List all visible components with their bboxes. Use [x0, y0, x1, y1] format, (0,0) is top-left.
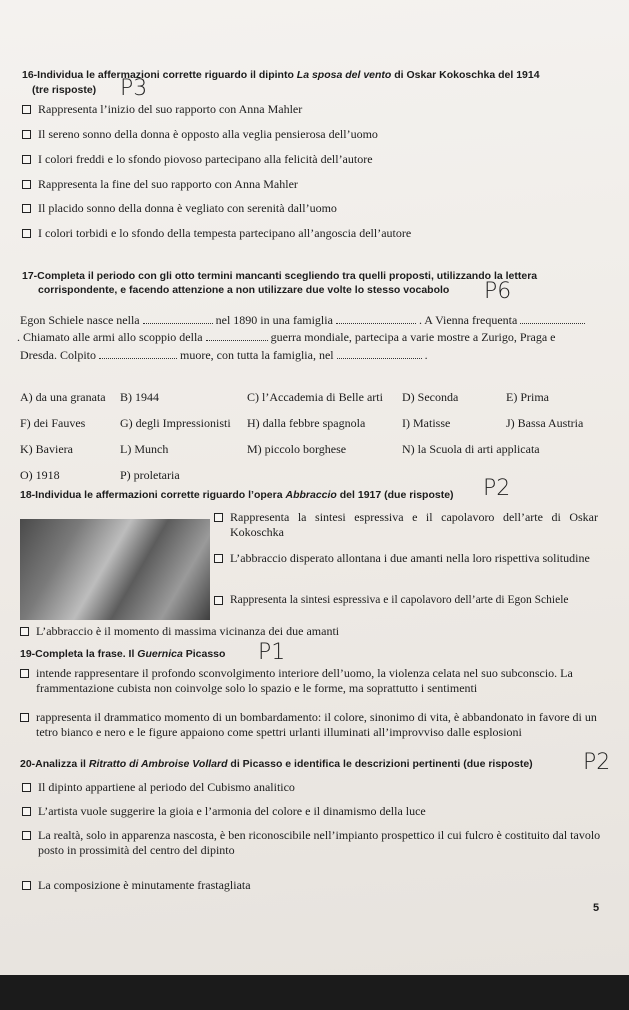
q16-option[interactable] [22, 201, 337, 215]
choice-item: M) piccolo borghese [247, 442, 347, 456]
blank-field[interactable] [337, 349, 422, 359]
q19-title-work: Guernica [137, 648, 183, 660]
checkbox-icon[interactable] [22, 783, 31, 792]
choice-item: O) 1918 [20, 468, 60, 482]
q20-option-label: La composizione è minutamente frastagliata [38, 878, 251, 892]
checkbox-icon[interactable] [22, 229, 31, 238]
checkbox-icon[interactable] [22, 831, 31, 840]
q16-handwritten-score: P3 [120, 76, 148, 101]
q18-title-text: 18-Individua le affermazioni corrette riguardo l’opera [20, 489, 286, 501]
q18-handwritten-score: P2 [483, 476, 511, 501]
q20-title-work: Ritratto di Ambroise Vollard [88, 758, 228, 770]
q18-option[interactable] [214, 593, 614, 607]
checkbox-icon[interactable] [22, 881, 31, 890]
q16-option[interactable] [22, 226, 411, 240]
q19-option[interactable] [20, 710, 605, 740]
choice-item: B) 1944 [120, 390, 159, 404]
text-fragment: . A Vienna frequenta [418, 313, 518, 327]
choice-item: L) Munch [120, 442, 169, 456]
checkbox-icon[interactable] [22, 180, 31, 189]
blank-field[interactable] [206, 331, 268, 341]
q19-title-text: 19-Completa la frase. Il [20, 648, 138, 660]
q20-title-suffix: di Picasso e identifica le descrizioni pertinenti (due risposte) [227, 758, 533, 770]
text-fragment: . Chiamato alle armi allo scoppio della [17, 330, 203, 344]
q17-text-line3 [20, 348, 428, 362]
q20-option-label: La realtà, solo in apparenza nascosta, è ben riconoscibile nell’impianto prospettico il cui fulcro è costituito dal tavolo posto in prossimità del centro del dipinto [38, 828, 601, 857]
q20-option[interactable] [22, 780, 295, 794]
choice-item [20, 416, 85, 431]
q20-option[interactable] [22, 804, 426, 818]
text-fragment: Egon Schiele nasce nella [20, 313, 140, 327]
q16-option[interactable] [22, 152, 373, 166]
checkbox-icon[interactable] [20, 669, 29, 678]
q17-text-line2 [17, 330, 556, 344]
checkbox-icon[interactable] [20, 713, 29, 722]
q16-option[interactable] [22, 177, 298, 191]
blank-field[interactable] [336, 314, 416, 324]
abbraccio-painting-image [20, 519, 210, 620]
q17-text-line1 [20, 313, 585, 327]
q16-option-label: Rappresenta l’inizio del suo rapporto con Anna Mahler [38, 102, 303, 116]
q20-option-label: L’artista vuole suggerire la gioia e l’armonia del colore e il dinamismo della luce [38, 804, 426, 818]
q20-title [20, 758, 590, 771]
checkbox-icon[interactable] [20, 627, 29, 636]
blank-field[interactable] [143, 314, 213, 324]
checkbox-icon[interactable] [22, 155, 31, 164]
q16-title-work: La sposa del vento [296, 69, 392, 81]
q19-option-label: rappresenta il drammatico momento di un bombardamento: il colore, sinonimo di vita, è abbandonato in favore di un tetro bianco e nero e le figure appaiono come spettri urlanti illuminati all’improvviso dalle esplosioni [36, 710, 597, 739]
q16-option-label: I colori freddi e lo sfondo piovoso partecipano alla felicità dell’autore [38, 152, 373, 166]
q20-title-text: 20-Analizza il [20, 758, 89, 770]
choice-item: D) Seconda [402, 390, 459, 404]
q20-option-label: Il dipinto appartiene al periodo del Cubismo analitico [38, 780, 295, 794]
q17-handwritten-score: P6 [484, 279, 512, 304]
q19-title [20, 648, 225, 661]
q19-title-suffix: Picasso [182, 648, 226, 660]
q18-title [20, 489, 490, 502]
q16-subtitle: (tre risposte) [32, 84, 97, 96]
q19-option[interactable] [20, 666, 605, 696]
dark-background-edge [0, 975, 629, 1010]
text-fragment: Dresda. Colpito [20, 348, 96, 362]
q17-title-line2: corrispondente, e facendo attenzione a non utilizzare due volte lo stesso vocabolo [38, 284, 450, 296]
choice-item: A) da una granata [20, 390, 106, 404]
q16-option[interactable] [22, 127, 378, 141]
checkbox-icon[interactable] [214, 554, 223, 563]
q18-option-label: L’abbraccio è il momento di massima vicinanza dei due amanti [36, 624, 340, 638]
q20-handwritten-score: P2 [583, 750, 611, 775]
q18-option[interactable] [20, 624, 339, 638]
text-fragment: nel 1890 in una famiglia [215, 313, 333, 327]
choice-item: K) Baviera [20, 442, 73, 456]
choice-item: N) la Scuola di arti applicata [402, 442, 540, 456]
q20-option[interactable] [22, 828, 607, 858]
q16-option-label: Il placido sonno della donna è vegliato con serenità dall’uomo [38, 201, 337, 215]
choice-item: J) Bassa Austria [506, 416, 584, 430]
q19-option-label: intende rappresentare il profondo sconvolgimento interiore dell’uomo, la violenza celata nel suo subconscio. La frammentazione cubista non coinvolge solo lo spazio e le forme, ma soprattutto i sentimenti [36, 666, 573, 695]
blank-field[interactable] [520, 314, 585, 324]
q16-option[interactable] [22, 102, 302, 116]
checkbox-icon[interactable] [22, 130, 31, 139]
choice-item: G) degli Impressionisti [120, 416, 231, 430]
choice-item: C) l’Accademia di Belle arti [247, 390, 383, 404]
q16-option-label: Il sereno sonno della donna è opposto alla veglia pensierosa dell’uomo [38, 127, 378, 141]
choice-item: E) Prima [506, 390, 549, 404]
checkbox-icon[interactable] [22, 105, 31, 114]
text-fragment: muore, con tutta la famiglia, nel [180, 348, 334, 362]
q18-option[interactable] [214, 551, 598, 566]
q16-title-text: 16-Individua le affermazioni corrette riguardo il dipinto [22, 69, 297, 81]
q18-option-label: L’abbraccio disperato allontana i due amanti nella loro rispettiva solitudine [230, 551, 590, 565]
choice-text: F) dei Fauves [20, 416, 86, 430]
checkbox-icon[interactable] [22, 807, 31, 816]
checkbox-icon[interactable] [214, 596, 223, 605]
q20-option[interactable] [22, 878, 251, 892]
q16-option-label: Rappresenta la fine del suo rapporto con Anna Mahler [38, 177, 298, 191]
q16-title [22, 69, 612, 82]
q17-title-line1: 17-Completa il periodo con gli otto termini mancanti scegliendo tra quelli proposti, utilizzando la lettera [22, 270, 538, 282]
q18-title-suffix: del 1917 (due risposte) [336, 489, 454, 501]
checkbox-icon[interactable] [214, 513, 223, 522]
choice-item: I) Matisse [402, 416, 451, 430]
page-number: 5 [593, 902, 600, 914]
q18-title-work: Abbraccio [285, 489, 337, 501]
checkbox-icon[interactable] [22, 204, 31, 213]
choice-item: P) proletaria [120, 468, 180, 482]
q18-option[interactable] [214, 510, 598, 540]
text-fragment: . [424, 348, 428, 362]
q18-option-label: Rappresenta la sintesi espressiva e il capolavoro dell’arte di Oskar Kokoschka [230, 510, 598, 539]
blank-field[interactable] [99, 349, 177, 359]
q16-option-label: I colori torbidi e lo sfondo della tempesta partecipano all’angoscia dell’autore [38, 226, 412, 240]
q18-option-label: Rappresenta la sintesi espressiva e il capolavoro dell’arte di Egon Schiele [230, 594, 569, 606]
q19-handwritten-score: P1 [258, 640, 286, 665]
choice-item: H) dalla febbre spagnola [247, 416, 366, 430]
q16-title-suffix: di Oskar Kokoschka del 1914 [391, 69, 540, 81]
text-fragment: guerra mondiale, partecipa a varie mostre a Zurigo, Praga e [270, 330, 556, 344]
